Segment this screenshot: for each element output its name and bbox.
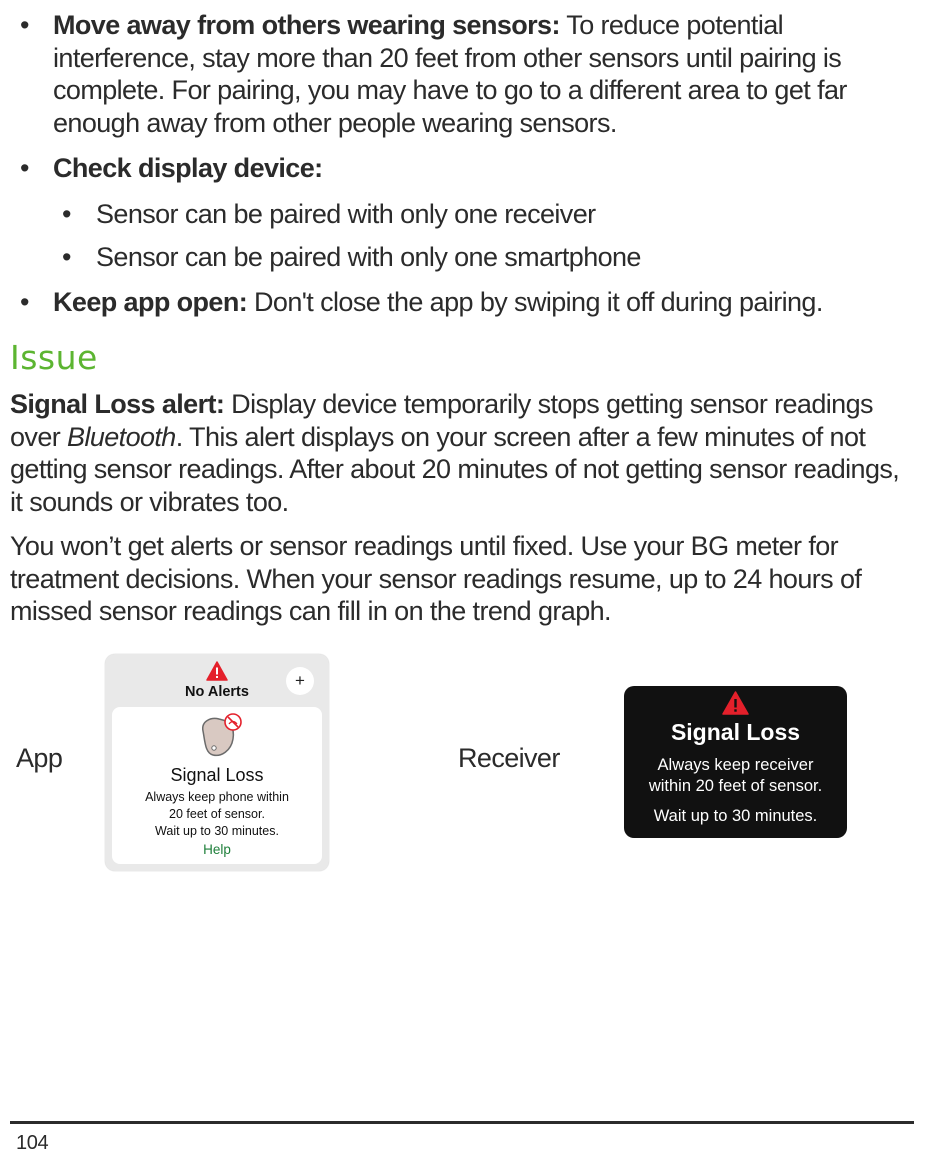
help-link[interactable]: Help (203, 842, 231, 857)
app-alert-card (112, 707, 322, 864)
section-heading-issue: Issue (10, 338, 98, 377)
sub-bullet-smartphone (62, 241, 922, 274)
signal-loss-text-b: . This alert displays on your screen after a few minutes of not getting sensor readings. After about 20 minutes of not getting sensor readings, it sounds or vibrates too. (10, 421, 900, 517)
signal-off-icon (225, 714, 241, 730)
alert-line: Always keep receiver (657, 756, 814, 774)
bullet-keep-app-open (20, 286, 920, 319)
bullet-text: Don't close the app by swiping it off during pairing. (247, 287, 823, 317)
page-number: 104 (16, 1132, 49, 1154)
bullet-label: Move away from others wearing sensors: (53, 10, 560, 40)
signal-loss-paragraph (10, 388, 915, 518)
alert-line: Wait up to 30 minutes. (155, 824, 279, 838)
bluetooth-term: Bluetooth (67, 421, 176, 452)
alert-line: within 20 feet of sensor. (648, 777, 823, 795)
alert-line: Wait up to 30 minutes. (653, 807, 818, 825)
sensor-icon (195, 711, 245, 766)
warning-triangle-icon (206, 661, 228, 686)
bullet-dot: • (20, 287, 29, 317)
app-screen (105, 654, 329, 871)
treatment-paragraph: You won’t get alerts or sensor readings until fixed. Use your BG meter for treatment decisions. When your sensor readings resume, up to 24 hours of missed sensor readings can fill in on the trend graph. (10, 531, 862, 626)
signal-loss-label: Signal Loss alert: (10, 389, 225, 419)
app-label: App (16, 743, 63, 773)
sub-bullet-receiver (62, 198, 922, 231)
receiver-label: Receiver (458, 743, 560, 773)
bullet-text: Sensor can be paired with only one receiver (96, 199, 596, 229)
footer-divider (10, 1121, 914, 1124)
bullet-dot: • (62, 199, 71, 229)
bullet-dot: • (20, 153, 29, 183)
bullet-dot: • (62, 242, 71, 272)
alert-title: Signal Loss (170, 765, 264, 785)
bullet-text: Sensor can be paired with only one smartphone (96, 242, 641, 272)
bullet-label: Keep app open: (53, 287, 248, 317)
alert-line: 20 feet of sensor. (169, 807, 265, 821)
bullet-text: To reduce potential interference, stay more than 20 feet from other sensors until pairing is complete. For pairing, you may have to go to a different area to get far enough away from other people wearing sensors. (53, 10, 847, 138)
bullet-check-display (20, 152, 920, 185)
alert-line: Always keep phone within (145, 790, 289, 804)
bullet-move-away (20, 9, 920, 139)
signal-loss-text-a: Display device temporarily stops getting sensor readings over (10, 389, 873, 452)
alert-status: No Alerts (185, 684, 249, 700)
receiver-screen (624, 686, 847, 838)
alert-title: Signal Loss (670, 719, 801, 745)
warning-triangle-icon (722, 691, 749, 720)
bullet-dot: • (20, 10, 29, 40)
plus-icon[interactable]: + (286, 667, 314, 695)
bullet-label: Check display device: (53, 153, 323, 183)
